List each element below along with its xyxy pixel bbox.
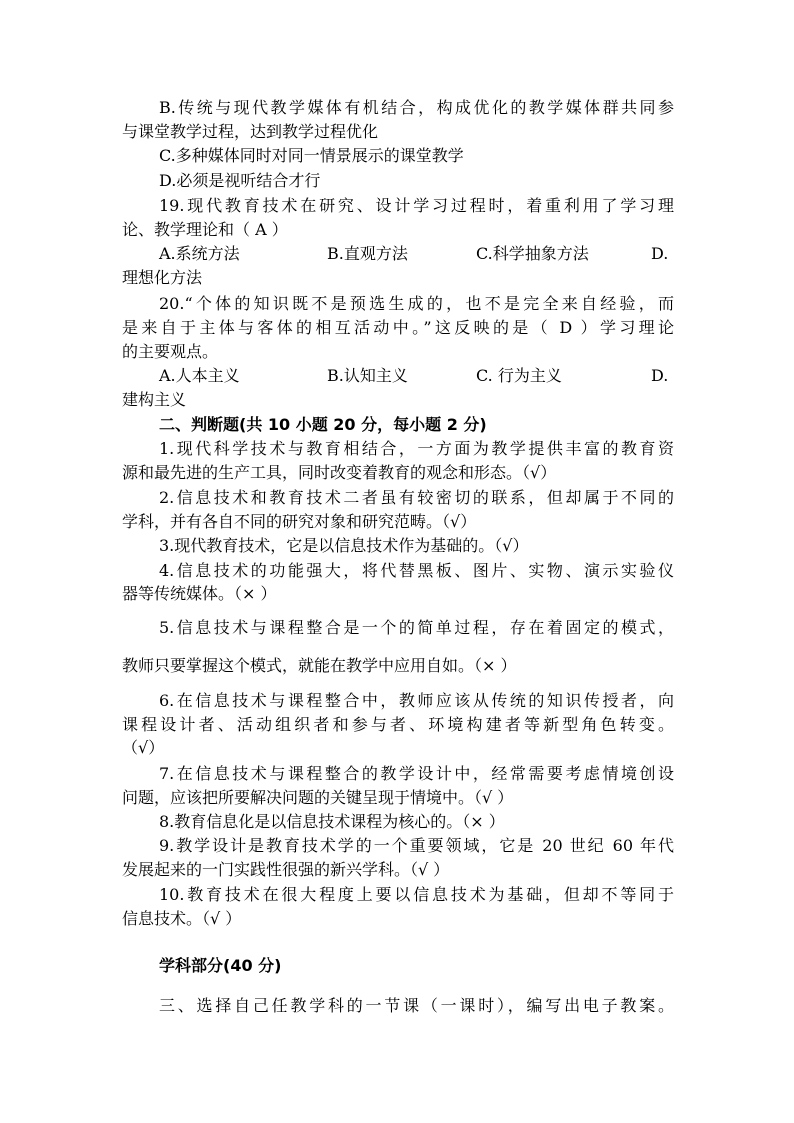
section-heading: 二、判断题(共 10 小题 20 分，每小题 2 分) [159,415,487,434]
option-a: A.系统方法 [159,244,240,263]
text-line: 发展起来的一门实践性很强的新兴学科。（√ ） [122,860,450,879]
text-line: 教师只要掌握这个模式，就能在教学中应用自如。（× ） [122,656,517,675]
text-line: 是来自于主体与客体的相互活动中。”这反映的是（ D ）学习理论 [122,318,674,337]
text-line: 2.信息技术和教育技术二者虽有较密切的联系，但却属于不同的 [159,488,674,507]
text-line: 课程设计者、活动组织者和参与者、环境构建者等新型角色转变。 [122,715,674,734]
text-line: 8.教育信息化是以信息技术课程为核心的。（× ） [159,812,505,831]
text-line: 10.教育技术在很大程度上要以信息技术为基础，但却不等同于 [159,885,674,904]
option-a: A.人本主义 [159,366,240,385]
text-line: 器等传统媒体。（× ） [122,584,277,603]
text-line: 3.现代教育技术，它是以信息技术作为基础的。（√） [159,536,529,555]
text-line: 4.信息技术的功能强大，将代替黑板、图片、实物、演示实验仪 [159,561,674,580]
text-line: D.必须是视听结合才行 [159,171,321,190]
text-line: 1.现代科学技术与教育相结合，一方面为教学提供丰富的教育资 [159,439,674,458]
text-line: 建构主义 [122,390,187,409]
text-line: 6.在信息技术与课程整合中，教师应该从传统的知识传授者，向 [159,691,674,710]
option-d: D. [651,366,669,385]
text-line: C.多种媒体同时对同一情景展示的课堂教学 [159,146,464,165]
text-line: B.传统与现代教学媒体有机结合，构成优化的教学媒体群共同参 [159,98,674,117]
option-b: B.直观方法 [327,244,408,263]
text-line: 的主要观点。 [122,342,219,361]
text-line: 三、选择自己任教学科的一节课（一课时），编写出电子教案。 [159,996,674,1015]
option-b: B.认知主义 [327,366,408,385]
option-c: C.科学抽象方法 [476,244,589,263]
text-line: 19.现代教育技术在研究、设计学习过程时，着重利用了学习理 [159,196,674,215]
text-line: 问题，应该把所要解决问题的关键呈现于情境中。（√ ） [122,788,514,807]
option-c: C. 行为主义 [476,366,562,385]
text-line: 源和最先进的生产工具，同时改变着教育的观念和形态。（√） [122,463,557,482]
section-heading: 学科部分(40 分) [159,956,282,975]
text-line: 论、教学理论和（ A ） [122,220,288,239]
text-line: 9.教学设计是教育技术学的一个重要领域，它是 20 世纪 60 年代 [159,836,674,855]
text-line: （√） [122,738,165,757]
text-line: 学科，并有各自不同的研究对象和研究范畴。（√） [122,512,477,531]
option-d: D. [651,244,669,263]
text-line: 5.信息技术与课程整合是一个的简单过程，存在着固定的模式， [159,618,674,637]
text-line: 理想化方法 [122,268,203,287]
text-line: 20.“个体的知识既不是预选生成的，也不是完全来自经验，而 [159,294,674,313]
text-line: 信息技术。（√ ） [122,909,242,928]
text-line: 与课堂教学过程，达到教学过程优化 [122,122,379,141]
q20-options [159,365,674,387]
text-line: 7.在信息技术与课程整合的教学设计中，经常需要考虑情境创设 [159,764,674,783]
q19-options [159,243,674,265]
